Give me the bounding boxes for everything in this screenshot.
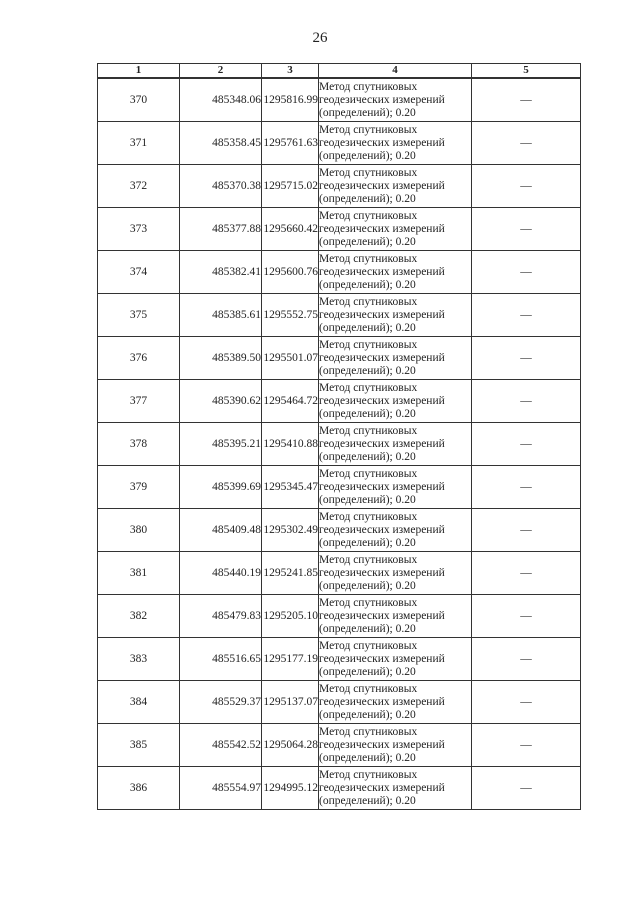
table-body [98, 64, 581, 810]
y-coordinate-cell: 1295600.76 [262, 251, 319, 294]
point-number-cell: 374 [98, 251, 180, 294]
method-line: Метод спутниковых [319, 725, 418, 738]
method-line: геодезических измерений [319, 437, 445, 450]
table-row [98, 78, 581, 122]
x-coordinate-cell: 485377.88 [180, 208, 262, 251]
method-line: геодезических измерений [319, 351, 445, 364]
method-line: геодезических измерений [319, 523, 445, 536]
note-cell: — [472, 724, 581, 767]
method-line: геодезических измерений [319, 609, 445, 622]
column-header-2: 2 [180, 64, 262, 79]
note-cell: — [472, 251, 581, 294]
method-line: (определений); 0.20 [319, 536, 416, 549]
method-line: Метод спутниковых [319, 80, 418, 93]
point-number-cell: 370 [98, 78, 180, 122]
method-cell [319, 423, 472, 466]
x-coordinate-cell: 485399.69 [180, 466, 262, 509]
method-line: геодезических измерений [319, 222, 445, 235]
method-line: (определений); 0.20 [319, 579, 416, 592]
method-cell [319, 208, 472, 251]
y-coordinate-cell: 1295302.49 [262, 509, 319, 552]
method-line: (определений); 0.20 [319, 665, 416, 678]
note-cell: — [472, 337, 581, 380]
point-number-cell: 373 [98, 208, 180, 251]
method-line: Метод спутниковых [319, 596, 418, 609]
method-cell [319, 78, 472, 122]
point-number-cell: 381 [98, 552, 180, 595]
method-cell [319, 122, 472, 165]
method-line: геодезических измерений [319, 695, 445, 708]
x-coordinate-cell: 485382.41 [180, 251, 262, 294]
method-line: геодезических измерений [319, 566, 445, 579]
note-cell: — [472, 294, 581, 337]
column-header-3: 3 [262, 64, 319, 79]
table-row [98, 423, 581, 466]
point-number-cell: 376 [98, 337, 180, 380]
y-coordinate-cell: 1295464.72 [262, 380, 319, 423]
point-number-cell: 371 [98, 122, 180, 165]
method-line: (определений); 0.20 [319, 407, 416, 420]
column-header-5: 5 [472, 64, 581, 79]
note-cell: — [472, 78, 581, 122]
y-coordinate-cell: 1294995.12 [262, 767, 319, 810]
method-line: (определений); 0.20 [319, 364, 416, 377]
table-row [98, 724, 581, 767]
method-line: Метод спутниковых [319, 510, 418, 523]
note-cell: — [472, 552, 581, 595]
table-row [98, 294, 581, 337]
y-coordinate-cell: 1295660.42 [262, 208, 319, 251]
method-line: Метод спутниковых [319, 768, 418, 781]
method-line: (определений); 0.20 [319, 192, 416, 205]
column-header-1: 1 [98, 64, 180, 79]
note-cell: — [472, 165, 581, 208]
page-number: 26 [312, 30, 328, 46]
x-coordinate-cell: 485554.97 [180, 767, 262, 810]
method-line: Метод спутниковых [319, 252, 418, 265]
method-cell [319, 509, 472, 552]
y-coordinate-cell: 1295177.19 [262, 638, 319, 681]
note-cell: — [472, 122, 581, 165]
x-coordinate-cell: 485385.61 [180, 294, 262, 337]
point-number-cell: 385 [98, 724, 180, 767]
table-row [98, 380, 581, 423]
x-coordinate-cell: 485358.45 [180, 122, 262, 165]
method-cell [319, 251, 472, 294]
method-cell [319, 294, 472, 337]
table-row [98, 122, 581, 165]
method-line: (определений); 0.20 [319, 149, 416, 162]
point-number-cell: 386 [98, 767, 180, 810]
y-coordinate-cell: 1295552.75 [262, 294, 319, 337]
method-line: (определений); 0.20 [319, 235, 416, 248]
table-row [98, 251, 581, 294]
x-coordinate-cell: 485409.48 [180, 509, 262, 552]
x-coordinate-cell: 485395.21 [180, 423, 262, 466]
method-line: (определений); 0.20 [319, 493, 416, 506]
method-line: Метод спутниковых [319, 123, 418, 136]
table-row [98, 165, 581, 208]
table-row [98, 466, 581, 509]
method-cell [319, 337, 472, 380]
method-line: геодезических измерений [319, 781, 445, 794]
method-line: Метод спутниковых [319, 467, 418, 480]
note-cell: — [472, 208, 581, 251]
method-line: геодезических измерений [319, 265, 445, 278]
method-cell [319, 767, 472, 810]
note-cell: — [472, 638, 581, 681]
y-coordinate-cell: 1295410.88 [262, 423, 319, 466]
method-line: геодезических измерений [319, 136, 445, 149]
table-row [98, 337, 581, 380]
point-number-cell: 375 [98, 294, 180, 337]
method-line: (определений); 0.20 [319, 450, 416, 463]
note-cell: — [472, 380, 581, 423]
method-line: геодезических измерений [319, 179, 445, 192]
method-cell [319, 638, 472, 681]
x-coordinate-cell: 485370.38 [180, 165, 262, 208]
method-line: геодезических измерений [319, 652, 445, 665]
point-number-cell: 377 [98, 380, 180, 423]
y-coordinate-cell: 1295205.10 [262, 595, 319, 638]
table-row [98, 552, 581, 595]
x-coordinate-cell: 485516.65 [180, 638, 262, 681]
x-coordinate-cell: 485529.37 [180, 681, 262, 724]
point-number-cell: 382 [98, 595, 180, 638]
y-coordinate-cell: 1295761.63 [262, 122, 319, 165]
column-header-4: 4 [319, 64, 472, 79]
method-cell [319, 552, 472, 595]
note-cell: — [472, 423, 581, 466]
y-coordinate-cell: 1295241.85 [262, 552, 319, 595]
method-cell [319, 724, 472, 767]
method-line: (определений); 0.20 [319, 321, 416, 334]
y-coordinate-cell: 1295816.99 [262, 78, 319, 122]
point-number-cell: 372 [98, 165, 180, 208]
y-coordinate-cell: 1295137.07 [262, 681, 319, 724]
method-line: геодезических измерений [319, 738, 445, 751]
table-row [98, 509, 581, 552]
x-coordinate-cell: 485542.52 [180, 724, 262, 767]
y-coordinate-cell: 1295345.47 [262, 466, 319, 509]
method-cell [319, 165, 472, 208]
method-line: Метод спутниковых [319, 338, 418, 351]
method-line: (определений); 0.20 [319, 622, 416, 635]
method-line: (определений); 0.20 [319, 794, 416, 807]
table-row [98, 638, 581, 681]
table-header-row [98, 64, 581, 79]
x-coordinate-cell: 485348.06 [180, 78, 262, 122]
method-line: Метод спутниковых [319, 381, 418, 394]
method-line: Метод спутниковых [319, 424, 418, 437]
x-coordinate-cell: 485440.19 [180, 552, 262, 595]
point-number-cell: 378 [98, 423, 180, 466]
x-coordinate-cell: 485390.62 [180, 380, 262, 423]
note-cell: — [472, 509, 581, 552]
method-cell [319, 595, 472, 638]
method-line: (определений); 0.20 [319, 751, 416, 764]
method-line: (определений); 0.20 [319, 708, 416, 721]
method-line: Метод спутниковых [319, 553, 418, 566]
table-row [98, 595, 581, 638]
y-coordinate-cell: 1295501.07 [262, 337, 319, 380]
table-row [98, 208, 581, 251]
method-cell [319, 380, 472, 423]
method-line: геодезических измерений [319, 480, 445, 493]
note-cell: — [472, 466, 581, 509]
y-coordinate-cell: 1295064.28 [262, 724, 319, 767]
method-line: Метод спутниковых [319, 639, 418, 652]
note-cell: — [472, 681, 581, 724]
method-line: геодезических измерений [319, 394, 445, 407]
point-number-cell: 384 [98, 681, 180, 724]
x-coordinate-cell: 485389.50 [180, 337, 262, 380]
method-line: геодезических измерений [319, 93, 445, 106]
method-line: Метод спутниковых [319, 682, 418, 695]
method-line: Метод спутниковых [319, 295, 418, 308]
x-coordinate-cell: 485479.83 [180, 595, 262, 638]
table-row [98, 767, 581, 810]
note-cell: — [472, 767, 581, 810]
point-number-cell: 383 [98, 638, 180, 681]
method-line: геодезических измерений [319, 308, 445, 321]
method-line: (определений); 0.20 [319, 106, 416, 119]
method-cell [319, 681, 472, 724]
method-line: Метод спутниковых [319, 166, 418, 179]
coordinates-table [97, 63, 581, 810]
method-line: Метод спутниковых [319, 209, 418, 222]
table-row [98, 681, 581, 724]
note-cell: — [472, 595, 581, 638]
point-number-cell: 379 [98, 466, 180, 509]
method-cell [319, 466, 472, 509]
point-number-cell: 380 [98, 509, 180, 552]
y-coordinate-cell: 1295715.02 [262, 165, 319, 208]
method-line: (определений); 0.20 [319, 278, 416, 291]
